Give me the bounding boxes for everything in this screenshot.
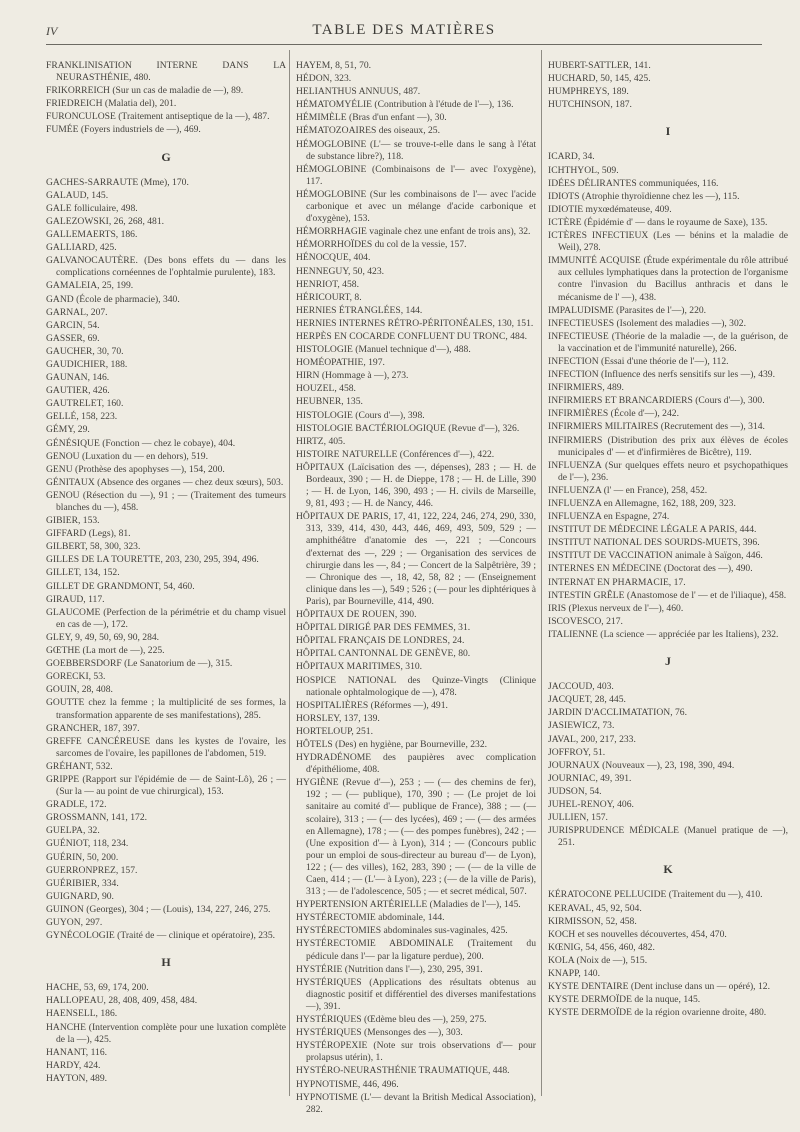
index-entry: ICHTHYOL, 509. [548, 164, 619, 176]
index-entry: GŒTHE (La mort de —), 225. [46, 645, 165, 657]
index-entry: HÉMIMÈLE (Bras d'un enfant —), 30. [296, 112, 447, 124]
index-entry: HISTOLOGIE (Cours d'—), 398. [296, 409, 425, 421]
index-entry: GUYON, 297. [46, 917, 103, 928]
index-entry: INFECTIEUSES (Isolement des maladies —), 302. [548, 317, 746, 329]
index-entry: KOLA (Noix de —), 515. [548, 954, 648, 966]
index-entry: HUBERT-SATTLER, 141. [548, 60, 651, 71]
index-entry: FRANKLINISATION INTERNE DANS LA NEURASTHÉNIE, 480. [46, 60, 286, 84]
index-entry: GILLET, 134, 152. [46, 567, 120, 579]
index-entry: GOEBBERSDORF (Le Sanatorium de —), 315. [46, 658, 233, 670]
index-entry: HENRIOT, 458. [296, 278, 359, 290]
index-entry: ISCOVESCO, 217. [548, 615, 623, 627]
index-entry: JOFFROY, 51. [548, 746, 606, 758]
index-entry: IDIOTS (Atrophie thyroïdienne chez les —), 115. [548, 190, 740, 202]
index-entry: INFIRMIERS (Distribution des prix aux élèves de écoles municipales d' — et d'infirmières de Bicêtre), 119. [548, 434, 788, 458]
index-entry: HÔPITAL FRANÇAIS DE LONDRES, 24. [296, 635, 465, 647]
index-entry: JARDIN D'ACCLIMATATION, 76. [548, 707, 687, 719]
index-entry: HYDRADÉNOME des paupières avec complication d'épithéliome, 408. [296, 752, 536, 776]
index-entry: HÔPITAL CANTONNAL DE GENÈVE, 80. [296, 648, 471, 660]
index-entry: HÉMOGLOBINE (L'— se trouve-t-elle dans le sang à l'état de substance libre?), 118. [296, 138, 536, 162]
index-entry: HYPERTENSION ARTÉRIELLE (Maladies de l'—), 145. [296, 899, 521, 911]
section-heading-h: H [161, 955, 171, 970]
index-entry: GUINON (Georges), 304 ; — (Louis), 134, 227, 246, 275. [46, 903, 271, 915]
index-entry: KŒNIG, 54, 456, 460, 482. [548, 941, 655, 953]
index-entry: FRIKORREICH (Sur un cas de maladie de —), 89. [46, 85, 244, 97]
index-entry: GAND (École de pharmacie), 340. [46, 293, 180, 305]
index-entry: ICARD, 34. [548, 151, 595, 163]
index-entry: INFIRMIERS, 489. [548, 382, 624, 394]
index-entry: INSTITUT DE VACCINATION animale à Saïgon, 446. [548, 550, 763, 562]
index-entry: ITALIENNE (La science — appréciée par les Italiens), 232. [548, 628, 779, 640]
index-entry: GÉNITAUX (Absence des organes — chez deux sœurs), 503. [46, 476, 284, 488]
index-entry: GALAUD, 145. [46, 189, 109, 201]
index-entry: IMMUNITÉ ACQUISE (Étude expérimentale du rôle attribué aux cellules lymphatiques dans la protection de l'organisme contre l'invasion du Bacillus anthracis et dans le mécanisme de l' —), 438. [548, 255, 788, 303]
index-entry: HOUZEL, 458. [296, 383, 356, 395]
index-entry: JAVAL, 200, 217, 233. [548, 733, 636, 745]
index-entry: HYSTÉRECTOMIE abdominale, 144. [296, 912, 445, 924]
index-entry: HÉMATOMYÉLIE (Contribution à l'étude de l'—), 136. [296, 99, 514, 111]
index-entry: GOUIN, 28, 408. [46, 684, 113, 696]
index-entry: HERNIES INTERNES RÉTRO-PÉRITONÉALES, 130, 151. [296, 317, 534, 329]
index-entry: INFECTION (Influence des nerfs sensitifs sur les —), 439. [548, 369, 776, 381]
index-entry: GUÉNIOT, 118, 234. [46, 838, 129, 850]
index-entry: GAUTIER, 426. [46, 385, 110, 397]
index-entry: GARCIN, 54. [46, 319, 100, 331]
index-entry: GLAUCOME (Perfection de la périmétrie et du champ visuel en cas de —), 172. [46, 606, 286, 630]
index-entry: GREFFE CANCÉREUSE dans les kystes de l'ovaire, les sarcomes de l'ovaire, les papillones de l'abdomen, 519. [46, 735, 286, 759]
index-entry: GUÉRIBIER, 334. [46, 877, 119, 889]
index-entry: JACCOUD, 403. [548, 681, 614, 693]
index-entry: INFIRMIERS MILITAIRES (Recrutement des —), 314. [548, 421, 765, 433]
index-entry: GIRAUD, 117. [46, 593, 105, 605]
index-entry: GAUCHER, 30, 70. [46, 345, 124, 357]
index-entry: HÉNOCQUE, 404. [296, 252, 371, 264]
section-heading-j: J [665, 654, 671, 669]
index-entry: KNAPP, 140. [548, 968, 600, 979]
index-entry: HARDY, 424. [46, 1059, 101, 1071]
index-entry: HYGIÈNE (Revue d'—), 253 ; — (— des chemins de fer), 192 ; — (— publique), 170, 390 ; — (Le projet de loi sanitaire au comité d'— publique de France), 388 ; — (— scolaire), 313 ; — (— des lycées), 469 ; — (— des armées en Allemagne), 178 ; — (— des pompes funèbres), 242 ; — (Une exposition d'— à Lyon), 314 ; — (Concours public pour un emploi de sous-directeur au bureau d'— de Lyon), 122 ; (— des villes), 162, 283, 390 ; — (— de la ville de Caen, 414 ; — (L'— à Lyon), 223 ; (— de la ville de Paris), 313 ; — de l'adolescence, 505 ; — et secret médical, 507. [296, 777, 536, 898]
index-entry: GÉMY, 29. [46, 424, 90, 436]
index-entry: KYSTE DENTAIRE (Dent incluse dans un — opéré), 12. [548, 981, 770, 993]
index-entry: HYSTÉRIQUES (Mensonges des —), 303. [296, 1027, 463, 1039]
index-entry: GALLEMAERTS, 186. [46, 229, 138, 241]
index-entry: GALE folliculaire, 498. [46, 202, 138, 214]
index-entry: HÔTELS (Des) en hygiène, par Bourneville, 232. [296, 738, 488, 750]
index-entry: HÉRICOURT, 8. [296, 291, 362, 303]
index-entry: HÔPITAUX DE PARIS, 17, 41, 122, 224, 246, 274, 290, 330, 313, 339, 414, 430, 443, 446, 469, 493, 509, 529 ; —amphithéâtre d'anatomie des —, 221 ; —Concours d'externat des —, 229 ; — Organisation des services de chirurgie dans les —, 84 ; — Concert de la Salpêtrière, 39 ; — Chronique des —, 18, 42, 58, 82 ; — (Enseignement clinique dans les —), 549 ; 526 ; (— pour les diphtériques à Paris), par Bourneville, 414, 490. [296, 511, 536, 607]
index-entry: INFECTION (Essai d'une théorie de l'—), 112. [548, 355, 729, 367]
index-entry: IRIS (Plexus nerveux de l'—), 460. [548, 602, 684, 614]
index-entry: HÔPITAUX (Laïcisation des —, dépenses), 283 ; — H. de Bordeaux, 390 ; — H. de Dieppe, 178 ; — H. de Lille, 390 ; — H. de Lyon, 146, 390, 493 ; — H. civils de Marseille, 9, 81, 493 ; — H. de Nancy, 446. [296, 461, 536, 510]
index-entry: HYSTÉRIQUES (Œdème bleu des —), 259, 275. [296, 1014, 487, 1026]
index-entry: INSTITUT DE MÉDECINE LÉGALE A PARIS, 444. [548, 524, 757, 536]
index-entry: GUÉRIN, 50, 200. [46, 851, 119, 863]
index-entry: HÔPITAL DIRIGÉ PAR DES FEMMES, 31. [296, 622, 471, 634]
index-entry: KIRMISSON, 52, 458. [548, 915, 637, 927]
index-entry: INTESTIN GRÊLE (Anastomose de l' — et de l'iliaque), 458. [548, 589, 787, 601]
index-entry: GUELPA, 32. [46, 825, 100, 837]
index-entry: HERPÈS EN COCARDE CONFLUENT DU TRONC, 484. [296, 330, 527, 342]
index-entry: KYSTE DERMOÏDE de la nuque, 145. [548, 994, 701, 1006]
index-entry: JUHEL-RENOY, 406. [548, 798, 634, 810]
index-entry: HÔPITAUX DE ROUEN, 390. [296, 609, 417, 621]
index-entry: INTERNES EN MÉDECINE (Doctorat des —), 490. [548, 563, 753, 575]
index-entry: HANCHE (Intervention complète pour une luxation complète de la —), 425. [46, 1021, 286, 1045]
index-entry: HUTCHINSON, 187. [548, 99, 632, 111]
column-divider [289, 50, 290, 1096]
index-entry: GLEY, 9, 49, 50, 69, 90, 284. [46, 631, 160, 643]
index-entry: IDIOTIE myxœdémateuse, 409. [548, 203, 672, 215]
k-entries [548, 889, 788, 1019]
section-heading-k: K [663, 862, 673, 877]
index-entry: FUMÉE (Foyers industriels de —), 469. [46, 124, 201, 136]
index-entry: ICTÈRES INFECTIEUX (Les — bénins et la maladie de Weil), 278. [548, 230, 788, 254]
index-entry: HIRN (Hommage à —), 273. [296, 370, 409, 382]
index-entry: KOCH et ses nouvelles découvertes, 454, 470. [548, 928, 727, 940]
index-entry: HENNEGUY, 50, 423. [296, 265, 385, 277]
index-entry: GALLIARD, 425. [46, 242, 117, 254]
index-entry: JOURNIAC, 49, 391. [548, 772, 632, 784]
index-entry: HISTOIRE NATURELLE (Conférences d'—), 422. [296, 448, 495, 460]
index-entry: GOUTTE chez la femme ; la multiplicité de ses formes, la transformation apparente de ses manifestations), 285. [46, 697, 286, 721]
index-entry: GROSSMANN, 141, 172. [46, 812, 148, 824]
index-entry: GORECKI, 53. [46, 671, 106, 683]
h-entries-end [548, 60, 788, 111]
index-entry: HÉMOGLOBINE (Sur les combinaisons de l'— avec l'acide carbonique et avec un mélange d'acide carbonique et d'oxygène), 153. [296, 188, 536, 225]
index-entry: HYSTÉRECTOMIE ABDOMINALE (Traitement du pédicule dans l'— par la ligature perdue), 200. [296, 938, 536, 962]
index-entry: HAYTON, 489. [46, 1072, 108, 1084]
index-entry: INFLUENZA en Espagne, 274. [548, 511, 670, 523]
index-entry: HYPNOTISME (L'— devant la British Medical Association), 282. [296, 1091, 536, 1115]
index-entry: GAMALEIA, 25, 199. [46, 280, 134, 292]
h-entries-continued [296, 60, 536, 1116]
index-entry: HANANT, 116. [46, 1046, 108, 1058]
index-entry: HORSLEY, 137, 139. [296, 712, 380, 724]
index-entry: HYSTÉRECTOMIES abdominales sus-vaginales, 425. [296, 925, 508, 937]
index-entry: INFIRMIÈRES (École d'—), 242. [548, 408, 679, 420]
index-entry: GELLÉ, 158, 223. [46, 411, 118, 423]
index-entry: HÉDON, 323. [296, 73, 352, 85]
index-entry: HEUBNER, 135. [296, 396, 363, 408]
index-entry: HERNIES ÉTRANGLÉES, 144. [296, 304, 423, 316]
index-entry: KÉRATOCONE PELLUCIDE (Traitement du —), 410. [548, 889, 763, 901]
index-entry: GARNAL, 207. [46, 306, 108, 318]
index-entry: GUIGNARD, 90. [46, 890, 114, 902]
index-entry: JASIEWICZ, 73. [548, 720, 615, 732]
index-entry: HYSTÉRIQUES (Applications des résultats obtenus au diagnostic positif et différentiel des diverses manifestations —), 391. [296, 976, 536, 1012]
index-entry: INFIRMIERS ET BRANCARDIERS (Cours d'—), 300. [548, 395, 765, 407]
index-entry: HÉMOGLOBINE (Combinaisons de l'— avec l'oxygène), 117. [296, 163, 536, 187]
page-title: TABLE DES MATIÈRES [312, 22, 496, 38]
index-entry: INFECTIEUSE (Théorie de la maladie —, de la guérison, de la vaccination et de l'immunité naturelle), 266. [548, 330, 788, 354]
index-entry: JULLIEN, 157. [548, 812, 608, 824]
index-entry: GÉNÉSIQUE (Fonction — chez le cobaye), 404. [46, 437, 236, 449]
index-entry: HAENSELL, 186. [46, 1008, 118, 1020]
index-entry: GIFFARD (Legs), 81. [46, 528, 131, 540]
index-entry: GALEZOWSKI, 26, 268, 481. [46, 215, 165, 227]
index-entry: IMPALUDISME (Parasites de l'—), 220. [548, 304, 707, 316]
index-entry: HYSTÉROPEXIE (Note sur trois observations d'— pour prolapsus utérin), 1. [296, 1040, 536, 1064]
index-entry: ICTÈRE (Épidémie d' — dans le royaume de Saxe), 135. [548, 216, 768, 228]
index-entry: GYNÉCOLOGIE (Traité de — clinique et opératoire), 235. [46, 930, 276, 942]
column-3 [548, 60, 788, 1020]
index-entry: KYSTE DERMOÏDE de la région ovarienne droite, 480. [548, 1007, 767, 1019]
index-entry: HAYEM, 8, 51, 70. [296, 60, 372, 71]
index-entry: HYSTÉRO-NEURASTHÉNIE TRAUMATIQUE, 448. [296, 1065, 510, 1077]
index-entry: HÔPITAUX MARITIMES, 310. [296, 661, 423, 673]
index-entry: GACHES-SARRAUTE (Mme), 170. [46, 176, 189, 188]
index-entry: INSTITUT NATIONAL DES SOURDS-MUETS, 396. [548, 537, 760, 549]
index-entry: GENOU (Luxation du — en dehors), 519. [46, 450, 208, 462]
index-entry: HISTOLOGIE BACTÉRIOLOGIQUE (Revue d'—), 326. [296, 422, 520, 434]
index-entry: GILLES DE LA TOURETTE, 203, 230, 295, 394, 496. [46, 554, 259, 566]
index-entry: GENU (Prothèse des apophyses —), 154, 200. [46, 463, 225, 475]
index-entry: GIBIER, 153. [46, 515, 100, 527]
index-entry: JURISPRUDENCE MÉDICALE (Manuel pratique de —), 251. [548, 825, 788, 849]
index-entry: HALLOPEAU, 28, 408, 409, 458, 484. [46, 995, 198, 1007]
column-1 [46, 60, 286, 1086]
index-entry: HUMPHREYS, 189. [548, 86, 629, 98]
index-entry: GRIPPE (Rapport sur l'épidémie de — de Saint-Lô), 26 ; — (Sur la — au point de vue chirurgical), 153. [46, 773, 286, 798]
index-entry: HOSPICE NATIONAL des Quinze-Vingts (Clinique nationale ophtalmologique de —), 478. [296, 674, 536, 698]
index-entry: HIRTZ, 405. [296, 435, 346, 447]
index-entry: GILBERT, 58, 300, 323. [46, 541, 141, 553]
index-entry: GAUNAN, 146. [46, 372, 110, 384]
page-header [46, 22, 762, 45]
index-entry: GENOU (Résection du —), 91 ; — (Traitement des tumeurs blanches du —), 458. [46, 489, 286, 513]
index-entry: INFLUENZA (Sur quelques effets neuro et psychopathiques de l'—), 236. [548, 459, 788, 483]
section-heading-i: I [665, 124, 671, 139]
index-entry: JOURNAUX (Nouveaux —), 23, 198, 390, 494. [548, 759, 735, 771]
index-entry: HÉMATOZOAIRES des oiseaux, 25. [296, 125, 440, 137]
g-entries [46, 177, 286, 943]
index-entry: HACHE, 53, 69, 174, 200. [46, 982, 149, 994]
i-entries [548, 151, 788, 641]
index-entry: HELIANTHUS ANNUUS, 487. [296, 86, 421, 98]
j-entries [548, 681, 788, 849]
index-entry: HORTELOUP, 251. [296, 725, 373, 737]
index-entry: HOMÉOPATHIE, 197. [296, 357, 385, 369]
index-entry: HYPNOTISME, 446, 496. [296, 1078, 399, 1090]
index-entry: GRADLE, 172. [46, 799, 107, 811]
index-entry: GAUTRELET, 160. [46, 398, 124, 410]
column-2 [296, 60, 536, 1117]
index-entry: GUERRONPREZ, 157. [46, 864, 138, 876]
f-entries [46, 60, 286, 137]
index-entry: JUDSON, 54. [548, 785, 602, 797]
index-entry: HÉMORRHAGIE vaginale chez une enfant de trois ans), 32. [296, 226, 531, 238]
index-entry: HÉMORRHOÏDES du col de la vessie, 157. [296, 239, 467, 251]
index-entry: FURONCULOSE (Traitement antiseptique de la —), 487. [46, 111, 270, 123]
section-heading-g: G [161, 149, 171, 164]
index-entry: GILLET DE GRANDMONT, 54, 460. [46, 580, 195, 592]
index-entry: IDÉES DÉLIRANTES communiquées, 116. [548, 177, 719, 189]
index-entry: FRIEDREICH (Malatia del), 201. [46, 98, 177, 110]
page-number: IV [46, 24, 58, 38]
index-entry: HOSPITALIÈRES (Réformes —), 491. [296, 699, 448, 711]
index-entry: HISTOLOGIE (Manuel technique d'—), 488. [296, 344, 471, 356]
index-entry: HYSTÉRIE (Nutrition dans l'—), 230, 295, 391. [296, 963, 483, 975]
h-entries [46, 982, 286, 1085]
index-entry: GASSER, 69. [46, 332, 100, 344]
index-entry: INFLUENZA (l' — en France), 258, 452. [548, 484, 708, 496]
index-entry: GAUDICHIER, 188. [46, 358, 128, 370]
index-entry: GALVANOCAUTÈRE. (Des bons effets du — dans les complications cornéennes de l'ophtalmie purulente), 183. [46, 255, 286, 279]
index-entry: GRÉHANT, 532. [46, 760, 113, 772]
index-entry: INTERNAT EN PHARMACIE, 17. [548, 576, 686, 588]
index-entry: HUCHARD, 50, 145, 425. [548, 73, 651, 85]
column-divider [541, 50, 542, 1096]
index-entry: INFLUENZA en Allemagne, 162, 188, 209, 323. [548, 498, 736, 509]
index-entry: JACQUET, 28, 445. [548, 694, 626, 706]
index-entry: GRANCHER, 187, 397. [46, 722, 140, 734]
index-entry: KERAVAL, 45, 92, 504. [548, 902, 642, 914]
